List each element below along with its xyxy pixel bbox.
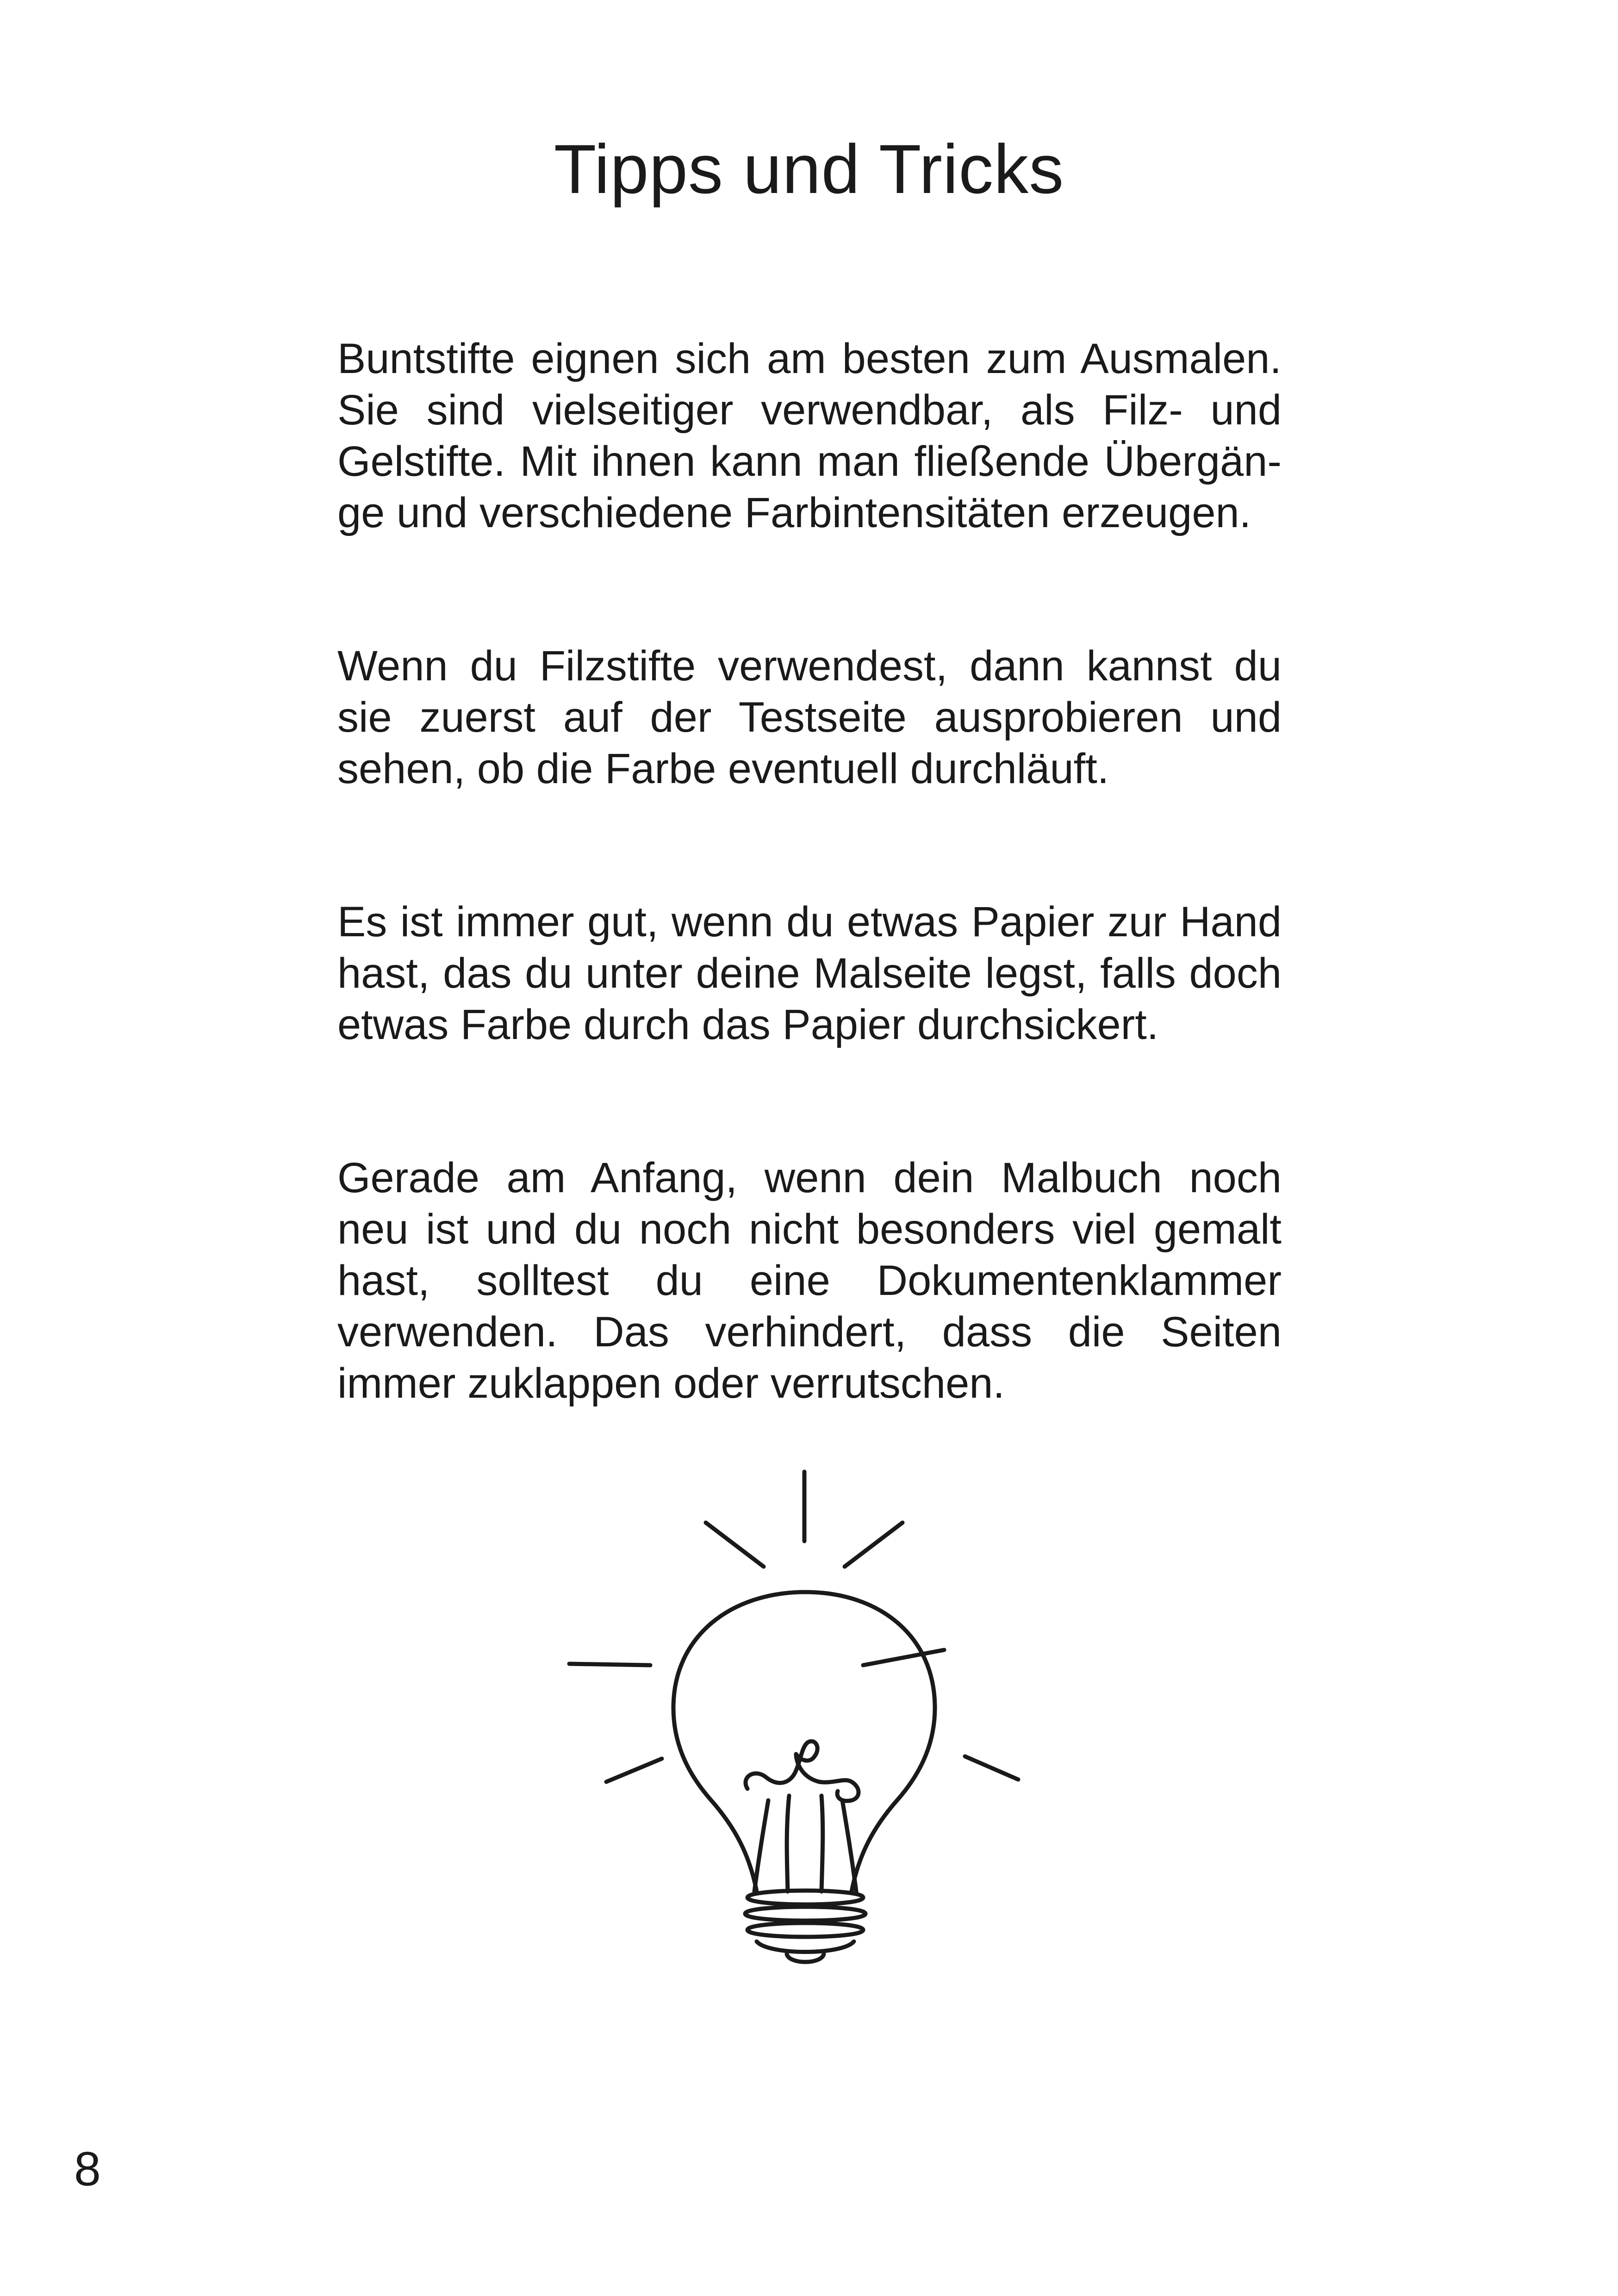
text-line: immer zuklappen oder verrutschen. bbox=[337, 1360, 1005, 1407]
text-line: Gelstifte. Mit ihnen kann man fließende Übergän- bbox=[337, 438, 1282, 485]
lightbulb-icon bbox=[537, 1458, 1074, 1985]
paragraph-felt-pens bbox=[337, 641, 1282, 795]
page-title: Tipps und Tricks bbox=[554, 130, 1064, 208]
text-line: sie zuerst auf der Testseite ausprobieren und bbox=[337, 694, 1282, 741]
bulb-glass bbox=[673, 1592, 935, 1892]
text-line: neu ist und du noch nicht besonders viel gemalt bbox=[337, 1206, 1282, 1253]
paragraph-paper-underlay bbox=[337, 896, 1282, 1051]
text-line: hast, solltest du eine Dokumentenklammer bbox=[337, 1257, 1282, 1304]
text-line: etwas Farbe durch das Papier durchsickert. bbox=[337, 1001, 1159, 1048]
filament bbox=[746, 1741, 859, 1892]
light-rays bbox=[569, 1472, 1018, 1782]
paragraph-document-clip bbox=[337, 1152, 1282, 1409]
text-line: sehen, ob die Farbe eventuell durchläuft. bbox=[337, 745, 1109, 792]
bulb-base bbox=[745, 1891, 865, 1962]
text-line: Wenn du Filzstifte verwendest, dann kannst du bbox=[337, 642, 1282, 690]
text-line: ge und verschiedene Farbintensitäten erzeugen. bbox=[337, 489, 1251, 536]
paragraph-colored-pencils bbox=[337, 333, 1282, 539]
text-line: verwenden. Das verhindert, dass die Seiten bbox=[337, 1308, 1282, 1356]
page-number: 8 bbox=[74, 2142, 101, 2196]
text-line: hast, das du unter deine Malseite legst, falls doch bbox=[337, 950, 1282, 997]
text-line: Es ist immer gut, wenn du etwas Papier zur Hand bbox=[337, 898, 1282, 946]
tips-text-block bbox=[337, 333, 1282, 1511]
text-line: Sie sind vielseitiger verwendbar, als Filz- und bbox=[337, 386, 1282, 434]
text-line: Gerade am Anfang, wenn dein Malbuch noch bbox=[337, 1154, 1282, 1201]
text-line: Buntstifte eignen sich am besten zum Ausmalen. bbox=[337, 335, 1282, 382]
